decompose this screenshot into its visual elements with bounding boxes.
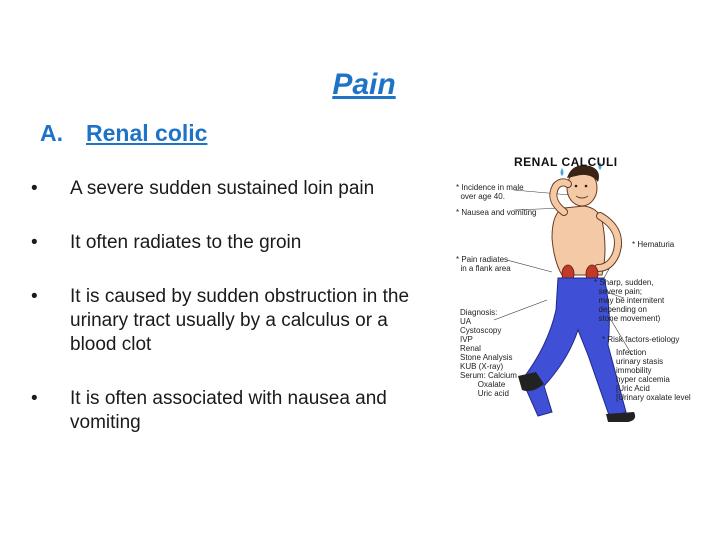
- bullet-text: It is often associated with nausea and vomiting: [70, 388, 387, 433]
- note-flank-pain: * Pain radiates in a flank area: [456, 255, 511, 273]
- bullet-marker: •: [31, 178, 38, 199]
- bullet-text: A severe sudden sustained loin pain: [70, 178, 375, 199]
- note-nausea: * Nausea and vomiting: [456, 208, 537, 217]
- bullet-list: [28, 177, 438, 465]
- slide-title: Pain: [332, 68, 396, 101]
- bullet-text: It is caused by sudden obstruction in the urinary tract usually by a calculus or a blood clot: [70, 286, 410, 355]
- bullet-item: [28, 387, 438, 435]
- renal-calculi-illustration: [452, 150, 714, 440]
- bullet-marker: •: [31, 286, 38, 307]
- figure-title: RENAL CALCULI: [514, 155, 618, 169]
- bullet-item: [28, 285, 438, 357]
- note-risk-factors: * Risk factors-etiology: [602, 335, 680, 344]
- section-heading: [40, 120, 207, 147]
- note-risk-list: Infection urinary stasis immobility hyper calcemia [Uric Acid [Urinary oxalate level: [616, 348, 691, 402]
- section-title: Renal colic: [86, 120, 208, 146]
- note-sharp-pain: * Sharp, sudden, severe pain; may be intermitent depending on stone movement): [594, 278, 665, 323]
- bullet-marker: •: [31, 232, 38, 253]
- bullet-item: [28, 231, 438, 255]
- bullet-text: It often radiates to the groin: [70, 232, 302, 253]
- note-hematuria: * Hematuria: [632, 240, 675, 249]
- note-diagnosis: Diagnosis: UA Cystoscopy IVP Renal Stone Analysis KUB (X-ray) Serum: Calcium Oxalate Uric acid: [460, 308, 517, 398]
- note-incidence: * Incidence in male over age 40.: [456, 183, 524, 201]
- bullet-marker: •: [31, 388, 38, 409]
- section-number: A.: [40, 120, 63, 146]
- bullet-item: [28, 177, 438, 201]
